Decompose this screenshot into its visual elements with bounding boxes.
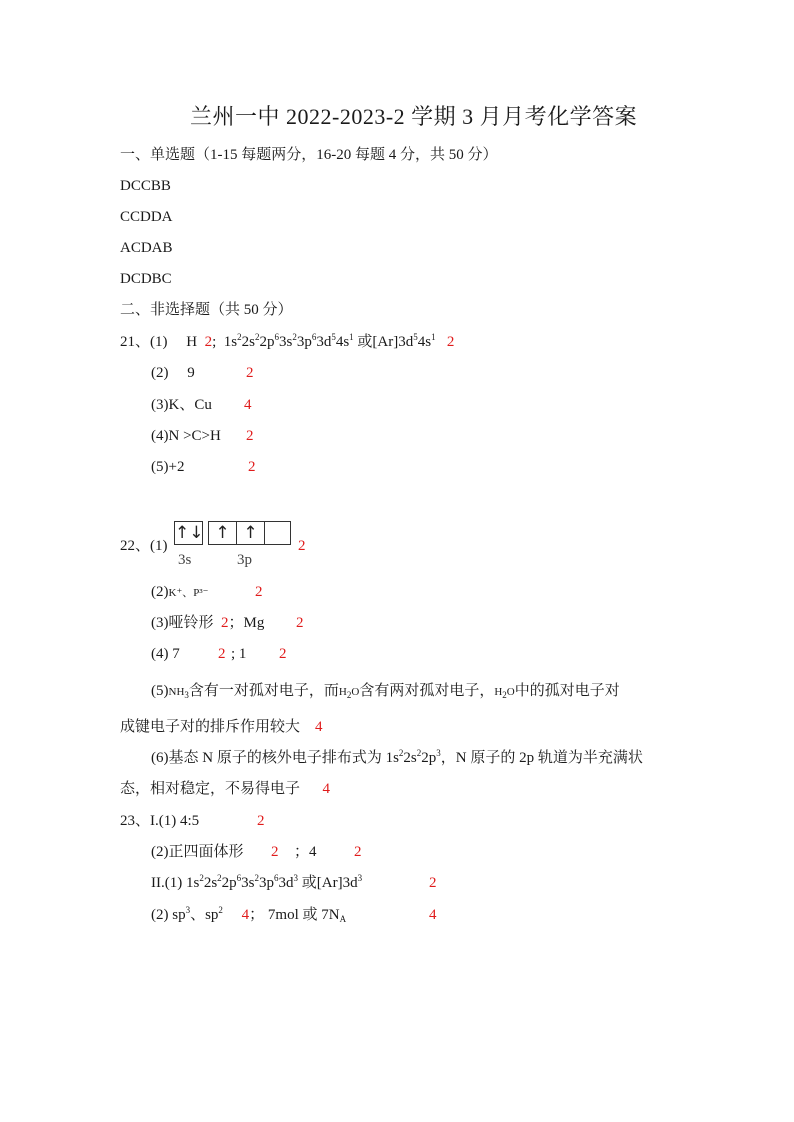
- q22-p3-answer: (3)哑铃形: [151, 615, 214, 631]
- q22-p5-tag: (5): [151, 683, 169, 699]
- q21-p2-score: 2: [246, 365, 254, 381]
- q22-p6-text2: ，N 原子的 2p 轨道为半充满状: [440, 750, 643, 766]
- q22-p1-tag: (1): [150, 538, 168, 554]
- q23-label: 23、: [120, 813, 151, 829]
- q21-p5-score: 2: [248, 459, 256, 475]
- nh3-formula: $NH_3$: [168, 686, 189, 700]
- q21-part2: [151, 363, 254, 383]
- orbital-3s-label: 3s: [178, 552, 192, 568]
- h2o-formula: $H_2O$: [338, 686, 360, 700]
- q22-part5-line1: [151, 681, 620, 702]
- q21-label: 21、: [120, 334, 151, 350]
- q23-i2-score1: 2: [271, 844, 279, 860]
- q23-ii1-score: 2: [429, 875, 437, 891]
- q23-ii1-or: 或[Ar]3d: [301, 875, 358, 891]
- q21-p3-score: 4: [244, 397, 252, 413]
- q21-p4-answer: (4)N >C>H: [151, 428, 221, 444]
- q22-label: 22、: [120, 538, 151, 554]
- q22-p5-text2: 含有两对孤对电子，: [359, 683, 495, 699]
- q22-p3-score1: 2: [221, 615, 229, 631]
- section1-heading: 一、单选题（1-15 每题两分，16-20 每题 4 分，共 50 分）: [120, 147, 498, 163]
- q21-p1-answer-h: H: [186, 334, 198, 350]
- q21-p1-sep: ;: [212, 334, 217, 350]
- q21-p3-answer: (3)K、Cu: [151, 397, 212, 413]
- q22-label-line: [120, 536, 168, 556]
- q22-p5-text4: 成键电子对的排斥作用较大: [120, 719, 301, 735]
- q21-p1-tag: (1): [150, 334, 168, 350]
- q23-i2-score2: 2: [354, 844, 362, 860]
- orbital-3p-arrow-1: ↑: [215, 523, 230, 543]
- q22-p1-score: 2: [298, 538, 306, 554]
- q22-p4-answer-b: ; 1: [231, 646, 247, 662]
- q21-p1-score2: 2: [446, 334, 455, 350]
- page-title: 兰州一中 2022-2023-2 学期 3 月月考化学答案: [190, 104, 638, 129]
- q23-ii2-mid: 、sp: [190, 907, 219, 923]
- q22-p4-score1: 2: [218, 646, 226, 662]
- q22-p2-ions: K⁺、P³⁻: [168, 587, 209, 599]
- q21-part4: [151, 426, 254, 446]
- q22-p5-text3: 中的孤对电子对: [514, 683, 620, 699]
- answer-row-3: ACDAB: [120, 240, 173, 256]
- q22-part6-line1: (6)基态 N 原子的核外电子排布式为 $1s^22s^22p^3$，N 原子的 2p 轨道为半充满状: [151, 748, 643, 766]
- q21-part3: [151, 395, 252, 415]
- q22-p5-text1: 含有一对孤对电子，而: [188, 683, 339, 699]
- section2-heading: 二、非选择题（共 50 分）: [120, 302, 293, 318]
- orbital-3s-arrows: ↑↓: [175, 523, 204, 543]
- q21-part5: [151, 457, 256, 477]
- q21-p4-score: 2: [246, 428, 254, 444]
- q21-p1-score1: 2: [204, 334, 213, 350]
- h2o-formula: $H_2O$: [494, 686, 515, 700]
- q22-part2: [151, 582, 263, 603]
- q23-i1: [120, 811, 265, 831]
- orbital-3s-box: [174, 521, 203, 545]
- q22-p5-score: 4: [315, 719, 323, 735]
- q23-ii1: II.(1) $1s^22s^22p^63s^23p^63d^3$ 或$[Ar]3d^3$ 2: [151, 873, 437, 891]
- orbital-3p-label: 3p: [237, 552, 252, 568]
- q23-i2: [151, 842, 362, 862]
- q22-p6-text3: 态，相对稳定，不易得电子: [120, 781, 301, 797]
- q23-i1-score: 2: [257, 813, 265, 829]
- orbital-3p-box: [208, 521, 291, 545]
- orbital-divider: [264, 522, 265, 544]
- q22-part3: [151, 613, 304, 633]
- q22-p4-score2: 2: [279, 646, 287, 662]
- q23-ii2: (2) $sp^3$、$sp^2$ 4； 7mol 或 $7N_A$ 4: [151, 905, 437, 924]
- q22-p6-text1: (6)基态 N 原子的核外电子排布式为 1s: [151, 750, 399, 766]
- q22-p2-tag: (2): [151, 584, 169, 600]
- q21-part1: [120, 332, 454, 352]
- q23-i1-answer: I.(1) 4:5: [150, 813, 200, 829]
- q22-p2-score: 2: [255, 584, 263, 600]
- q23-i2-answer-b: ；4: [294, 844, 317, 860]
- answer-row-2: CCDDA: [120, 209, 173, 225]
- answer-row-4: DCDBC: [120, 271, 172, 287]
- q23-ii2-score1: 4: [241, 907, 250, 923]
- q22-p3-score2: 2: [296, 615, 304, 631]
- q21-p2-tag: (2): [151, 365, 169, 381]
- orbital-3p-arrow-2: ↑: [243, 523, 258, 543]
- q21-p2-answer: 9: [187, 365, 195, 381]
- answer-row-1: DCCBB: [120, 178, 171, 194]
- q23-ii2-score2: 4: [429, 907, 437, 923]
- q22-part5-line2: [120, 717, 323, 737]
- q22-p6-score: 4: [322, 781, 331, 797]
- q22-p3-answer-b: ；Mg: [228, 615, 265, 631]
- q21-p5-answer: (5)+2: [151, 459, 185, 475]
- q23-ii1-answer: II.(1) 1s: [151, 875, 200, 891]
- q23-ii2-answer-b: ； 7mol 或 7N: [249, 907, 340, 923]
- q22-part4: [151, 644, 287, 664]
- q22-part6-line2: [120, 779, 330, 799]
- q23-ii2-answer: (2) sp: [151, 907, 186, 923]
- q23-i2-answer: (2)正四面体形: [151, 844, 244, 860]
- q21-p1-config: $1s^22s^22p^63s^23p^63d^54s^1$ 或$[Ar]3d^54s^1$: [223, 332, 436, 350]
- q22-p4-answer: (4) 7: [151, 646, 180, 662]
